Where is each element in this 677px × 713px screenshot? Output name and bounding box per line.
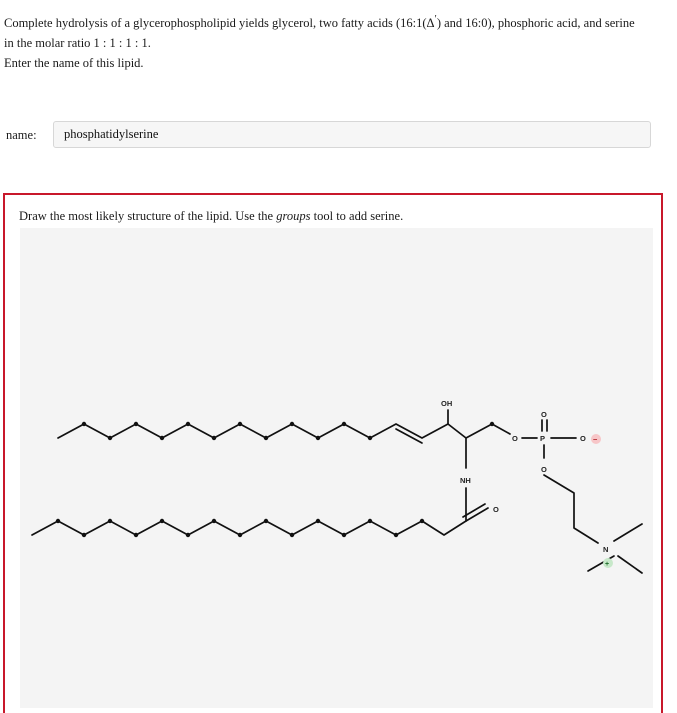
phosphate-right-o-label: O <box>580 434 586 443</box>
ester-o-label: O <box>512 434 518 443</box>
phosphorus-label: P <box>540 434 546 443</box>
phosphate-bottom-o-label: O <box>541 465 547 474</box>
molecule-structure <box>20 228 653 708</box>
amide-nh-label: NH <box>460 476 471 485</box>
n-methyl-3 <box>618 556 642 573</box>
question-line-2: in the molar ratio 1 : 1 : 1 : 1. <box>4 36 151 51</box>
drawing-canvas[interactable] <box>20 228 653 708</box>
minus-charge-label: − <box>593 435 598 444</box>
carbonyl-double-a <box>466 508 488 521</box>
phosphate-top-o-label: O <box>541 410 547 419</box>
drawing-panel <box>3 193 663 713</box>
carbonyl-o-label: O <box>493 505 499 514</box>
saturated-fatty-chain <box>32 521 466 535</box>
glycerol-to-amide <box>448 424 466 468</box>
unsaturated-fatty-chain <box>58 424 448 438</box>
glycerol-to-phosphate <box>466 424 510 438</box>
instruction-text: Enter the name of this lipid. <box>4 56 144 70</box>
question-line-1: Complete hydrolysis of a glycerophospholipid yields glycerol, two fatty acids (16:1(Δ′) and 16:0), phosphoric acid, and serine <box>4 14 635 31</box>
ethyl-linker <box>544 475 598 543</box>
name-input[interactable]: phosphatidylserine <box>53 121 651 148</box>
n-methyl-1 <box>614 524 642 541</box>
plus-charge-label: + <box>605 561 610 568</box>
chain-atom-dots <box>56 422 494 537</box>
name-label: name: <box>6 128 37 142</box>
nitrogen-label: N <box>603 545 609 554</box>
delta-prime: ′ <box>434 14 437 25</box>
name-answer-row <box>6 121 652 149</box>
hydroxyl-label: OH <box>441 399 453 408</box>
groups-tool-name: groups <box>276 209 311 223</box>
drawing-prompt: Draw the most likely structure of the lipid. Use the groups tool to add serine. <box>19 209 404 223</box>
question-text <box>4 10 664 53</box>
